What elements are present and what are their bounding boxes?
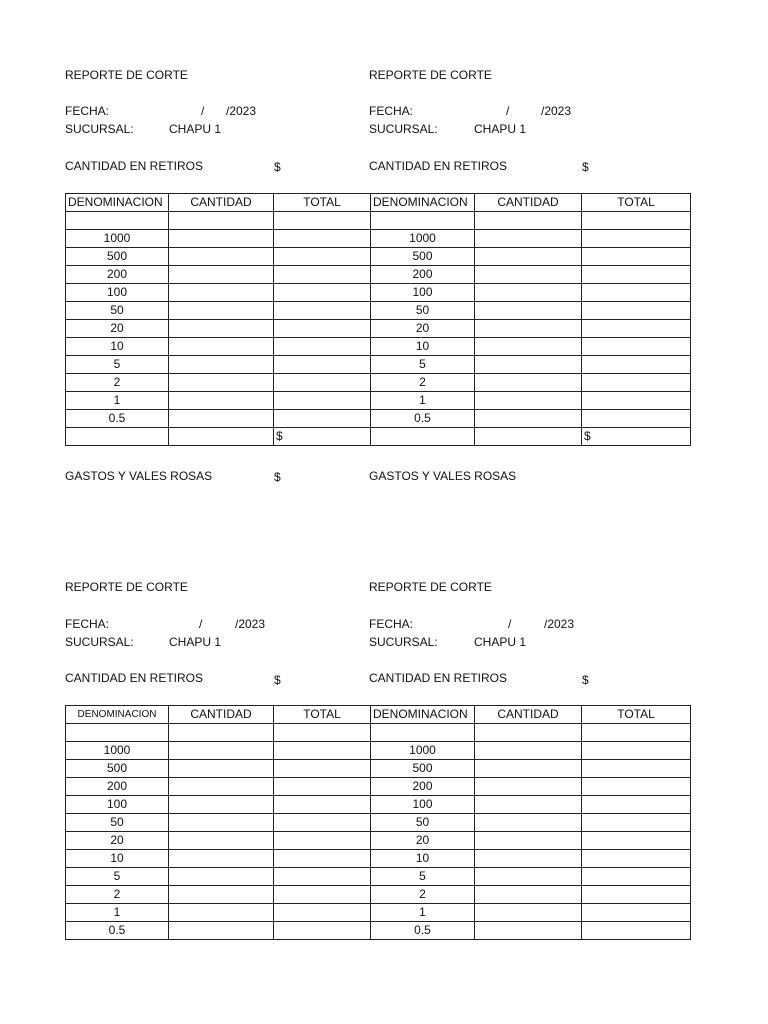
total-cell[interactable] <box>582 320 691 338</box>
table-cell[interactable] <box>169 724 274 742</box>
table-total-row <box>66 428 691 446</box>
table-cell <box>66 428 169 446</box>
table-row <box>66 850 691 868</box>
fecha-year: /2023 <box>226 104 257 118</box>
cantidad-cell[interactable] <box>169 796 274 814</box>
table-row <box>66 266 691 284</box>
denomination-cell: 1 <box>66 904 169 922</box>
retiros-currency: $ <box>274 160 281 174</box>
sucursal-value: CHAPU 1 <box>474 122 527 136</box>
total-cell[interactable] <box>274 850 371 868</box>
fecha-label: FECHA: <box>369 104 414 118</box>
denomination-table <box>65 705 691 940</box>
cantidad-cell[interactable] <box>169 814 274 832</box>
denomination-cell: 500 <box>371 760 475 778</box>
total-cell[interactable] <box>582 374 691 392</box>
retiros-currency: $ <box>582 160 589 174</box>
fecha-slash: / <box>506 104 510 118</box>
report-title: REPORTE DE CORTE <box>369 68 492 82</box>
total-cell[interactable] <box>274 778 371 796</box>
table-row <box>66 778 691 796</box>
denomination-cell: 500 <box>66 248 169 266</box>
denomination-cell: 2 <box>66 886 169 904</box>
table-row <box>66 212 691 230</box>
fecha-year: /2023 <box>235 617 266 631</box>
denomination-cell: 20 <box>66 320 169 338</box>
gastos-label: GASTOS Y VALES ROSAS <box>369 469 517 483</box>
total-cell[interactable] <box>274 248 371 266</box>
denomination-cell: 100 <box>371 284 475 302</box>
denomination-table <box>65 193 691 446</box>
cantidad-cell[interactable] <box>475 922 582 940</box>
table-cell[interactable] <box>371 724 475 742</box>
cantidad-cell[interactable] <box>169 904 274 922</box>
fecha-slash: / <box>508 617 512 631</box>
total-cell[interactable] <box>274 230 371 248</box>
total-cell[interactable] <box>582 356 691 374</box>
total-cell[interactable] <box>582 760 691 778</box>
header-total: TOTAL <box>274 706 371 724</box>
cantidad-cell[interactable] <box>475 374 582 392</box>
header-cantidad: CANTIDAD <box>475 194 582 212</box>
table-cell[interactable] <box>66 212 169 230</box>
cantidad-cell[interactable] <box>169 248 274 266</box>
sucursal-label: SUCURSAL: <box>369 635 438 649</box>
total-cell[interactable] <box>274 886 371 904</box>
cantidad-cell[interactable] <box>475 778 582 796</box>
table-header-row <box>66 706 691 724</box>
retiros-currency: $ <box>582 673 589 687</box>
cantidad-cell[interactable] <box>475 320 582 338</box>
total-cell[interactable] <box>582 922 691 940</box>
grand-total-cell[interactable]: $ <box>582 428 691 446</box>
cantidad-cell[interactable] <box>169 778 274 796</box>
cantidad-cell[interactable] <box>475 284 582 302</box>
total-cell[interactable] <box>274 868 371 886</box>
denomination-cell: 500 <box>66 760 169 778</box>
denomination-cell: 100 <box>371 796 475 814</box>
denomination-cell: 10 <box>371 850 475 868</box>
cantidad-cell[interactable] <box>475 392 582 410</box>
cantidad-cell[interactable] <box>169 886 274 904</box>
table-row <box>66 374 691 392</box>
total-cell[interactable] <box>582 338 691 356</box>
table-cell[interactable] <box>475 724 582 742</box>
denomination-cell: 20 <box>371 832 475 850</box>
retiros-currency: $ <box>274 673 281 687</box>
denomination-cell: 0.5 <box>371 922 475 940</box>
header-cantidad: CANTIDAD <box>475 706 582 724</box>
table-row <box>66 760 691 778</box>
cantidad-cell[interactable] <box>475 302 582 320</box>
table-row <box>66 392 691 410</box>
denomination-cell: 0.5 <box>371 410 475 428</box>
cantidad-cell[interactable] <box>475 868 582 886</box>
table-row <box>66 724 691 742</box>
total-cell[interactable] <box>274 320 371 338</box>
total-cell[interactable] <box>582 266 691 284</box>
sucursal-value: CHAPU 1 <box>169 635 222 649</box>
fecha-year: /2023 <box>541 104 572 118</box>
gastos-currency: $ <box>274 470 281 484</box>
retiros-label: CANTIDAD EN RETIROS <box>65 159 204 173</box>
total-cell[interactable] <box>274 392 371 410</box>
sucursal-value: CHAPU 1 <box>169 122 222 136</box>
total-cell[interactable] <box>274 796 371 814</box>
header-denominacion: DENOMINACION <box>66 706 169 724</box>
denomination-cell: 500 <box>371 248 475 266</box>
cantidad-cell[interactable] <box>475 760 582 778</box>
denomination-cell: 10 <box>66 338 169 356</box>
sucursal-label: SUCURSAL: <box>65 635 134 649</box>
denomination-cell: 0.5 <box>66 410 169 428</box>
table-cell[interactable] <box>371 212 475 230</box>
fecha-slash: / <box>201 104 205 118</box>
total-cell[interactable] <box>582 868 691 886</box>
denomination-cell: 10 <box>66 850 169 868</box>
total-cell[interactable] <box>582 302 691 320</box>
denomination-cell: 2 <box>66 374 169 392</box>
cantidad-cell[interactable] <box>475 356 582 374</box>
cantidad-cell[interactable] <box>169 302 274 320</box>
total-cell[interactable] <box>582 742 691 760</box>
fecha-label: FECHA: <box>65 104 110 118</box>
fecha-slash: / <box>199 617 203 631</box>
total-cell[interactable] <box>582 248 691 266</box>
cantidad-cell[interactable] <box>169 230 274 248</box>
table-row <box>66 886 691 904</box>
denomination-cell: 200 <box>66 778 169 796</box>
cantidad-cell[interactable] <box>169 760 274 778</box>
table-row <box>66 904 691 922</box>
cantidad-cell[interactable] <box>475 832 582 850</box>
total-cell[interactable] <box>582 410 691 428</box>
fecha-label: FECHA: <box>369 617 414 631</box>
table-cell <box>169 428 274 446</box>
header-cantidad: CANTIDAD <box>169 706 274 724</box>
cantidad-cell[interactable] <box>169 850 274 868</box>
table-row <box>66 284 691 302</box>
cantidad-cell[interactable] <box>169 410 274 428</box>
denomination-cell: 0.5 <box>66 922 169 940</box>
total-cell[interactable] <box>582 778 691 796</box>
denomination-cell: 2 <box>371 374 475 392</box>
table-cell[interactable] <box>274 724 371 742</box>
report-title: REPORTE DE CORTE <box>65 68 188 82</box>
total-cell[interactable] <box>582 796 691 814</box>
total-cell[interactable] <box>582 230 691 248</box>
total-cell[interactable] <box>274 904 371 922</box>
table-row <box>66 230 691 248</box>
total-cell[interactable] <box>274 760 371 778</box>
table-row <box>66 302 691 320</box>
cantidad-cell[interactable] <box>169 356 274 374</box>
table-cell[interactable] <box>475 212 582 230</box>
cantidad-cell[interactable] <box>169 266 274 284</box>
grand-total-cell[interactable]: $ <box>274 428 371 446</box>
total-cell[interactable] <box>274 356 371 374</box>
denomination-cell: 1 <box>371 392 475 410</box>
retiros-label: CANTIDAD EN RETIROS <box>369 671 508 685</box>
total-cell[interactable] <box>582 850 691 868</box>
denomination-cell: 1000 <box>66 230 169 248</box>
denomination-cell: 50 <box>371 302 475 320</box>
cantidad-cell[interactable] <box>475 248 582 266</box>
table-row <box>66 356 691 374</box>
total-cell[interactable] <box>274 302 371 320</box>
denomination-cell: 1000 <box>371 230 475 248</box>
header-cantidad: CANTIDAD <box>169 194 274 212</box>
table-row <box>66 922 691 940</box>
denomination-cell: 50 <box>371 814 475 832</box>
denomination-cell: 200 <box>371 778 475 796</box>
header-denominacion: DENOMINACION <box>371 194 475 212</box>
sucursal-label: SUCURSAL: <box>369 122 438 136</box>
fecha-label: FECHA: <box>65 617 110 631</box>
cantidad-cell[interactable] <box>475 410 582 428</box>
total-cell[interactable] <box>274 922 371 940</box>
table-cell[interactable] <box>66 724 169 742</box>
cantidad-cell[interactable] <box>475 904 582 922</box>
denomination-cell: 50 <box>66 302 169 320</box>
total-cell[interactable] <box>582 814 691 832</box>
denomination-cell: 50 <box>66 814 169 832</box>
denomination-cell: 10 <box>371 338 475 356</box>
cantidad-cell[interactable] <box>169 338 274 356</box>
report-title: REPORTE DE CORTE <box>65 580 188 594</box>
denomination-cell: 5 <box>371 868 475 886</box>
gastos-label: GASTOS Y VALES ROSAS <box>65 469 213 483</box>
table-row <box>66 338 691 356</box>
total-cell[interactable] <box>582 904 691 922</box>
denomination-cell: 5 <box>66 868 169 886</box>
total-cell[interactable] <box>274 832 371 850</box>
table-row <box>66 868 691 886</box>
cantidad-cell[interactable] <box>169 392 274 410</box>
total-cell[interactable] <box>582 886 691 904</box>
denomination-cell: 100 <box>66 796 169 814</box>
denomination-cell: 200 <box>66 266 169 284</box>
cantidad-cell[interactable] <box>475 230 582 248</box>
retiros-label: CANTIDAD EN RETIROS <box>65 671 204 685</box>
denomination-cell: 1000 <box>371 742 475 760</box>
denomination-cell: 20 <box>371 320 475 338</box>
total-cell[interactable] <box>274 410 371 428</box>
sucursal-value: CHAPU 1 <box>474 635 527 649</box>
table-header-row <box>66 194 691 212</box>
header-total: TOTAL <box>582 706 691 724</box>
table-cell <box>475 428 582 446</box>
cantidad-cell[interactable] <box>475 796 582 814</box>
cantidad-cell[interactable] <box>169 320 274 338</box>
table-row <box>66 410 691 428</box>
cantidad-cell[interactable] <box>475 814 582 832</box>
cantidad-cell[interactable] <box>475 850 582 868</box>
fecha-year: /2023 <box>544 617 575 631</box>
denomination-cell: 20 <box>66 832 169 850</box>
retiros-label: CANTIDAD EN RETIROS <box>369 159 508 173</box>
total-cell[interactable] <box>582 392 691 410</box>
table-row <box>66 248 691 266</box>
cantidad-cell[interactable] <box>169 868 274 886</box>
sucursal-label: SUCURSAL: <box>65 122 134 136</box>
total-cell[interactable] <box>582 284 691 302</box>
header-total: TOTAL <box>274 194 371 212</box>
table-row <box>66 832 691 850</box>
cantidad-cell[interactable] <box>475 338 582 356</box>
table-cell[interactable] <box>582 724 691 742</box>
header-denominacion: DENOMINACION <box>371 706 475 724</box>
denomination-cell: 100 <box>66 284 169 302</box>
cantidad-cell[interactable] <box>169 832 274 850</box>
total-cell[interactable] <box>274 266 371 284</box>
total-cell[interactable] <box>274 284 371 302</box>
cantidad-cell[interactable] <box>169 742 274 760</box>
denomination-cell: 1 <box>371 904 475 922</box>
total-cell[interactable] <box>274 338 371 356</box>
denomination-cell: 5 <box>371 356 475 374</box>
cantidad-cell[interactable] <box>475 742 582 760</box>
total-cell[interactable] <box>274 742 371 760</box>
total-cell[interactable] <box>274 814 371 832</box>
table-row <box>66 742 691 760</box>
denomination-cell: 1 <box>66 392 169 410</box>
table-row <box>66 796 691 814</box>
cantidad-cell[interactable] <box>169 284 274 302</box>
table-row <box>66 320 691 338</box>
total-cell[interactable] <box>274 374 371 392</box>
denomination-cell: 1000 <box>66 742 169 760</box>
cantidad-cell[interactable] <box>169 922 274 940</box>
header-denominacion: DENOMINACION <box>66 194 169 212</box>
denomination-cell: 200 <box>371 266 475 284</box>
cantidad-cell[interactable] <box>475 266 582 284</box>
table-row <box>66 814 691 832</box>
denomination-cell: 5 <box>66 356 169 374</box>
cantidad-cell[interactable] <box>169 374 274 392</box>
total-cell[interactable] <box>582 832 691 850</box>
table-cell[interactable] <box>274 212 371 230</box>
table-cell <box>371 428 475 446</box>
table-cell[interactable] <box>169 212 274 230</box>
cantidad-cell[interactable] <box>475 886 582 904</box>
table-cell[interactable] <box>582 212 691 230</box>
header-total: TOTAL <box>582 194 691 212</box>
report-title: REPORTE DE CORTE <box>369 580 492 594</box>
denomination-cell: 2 <box>371 886 475 904</box>
